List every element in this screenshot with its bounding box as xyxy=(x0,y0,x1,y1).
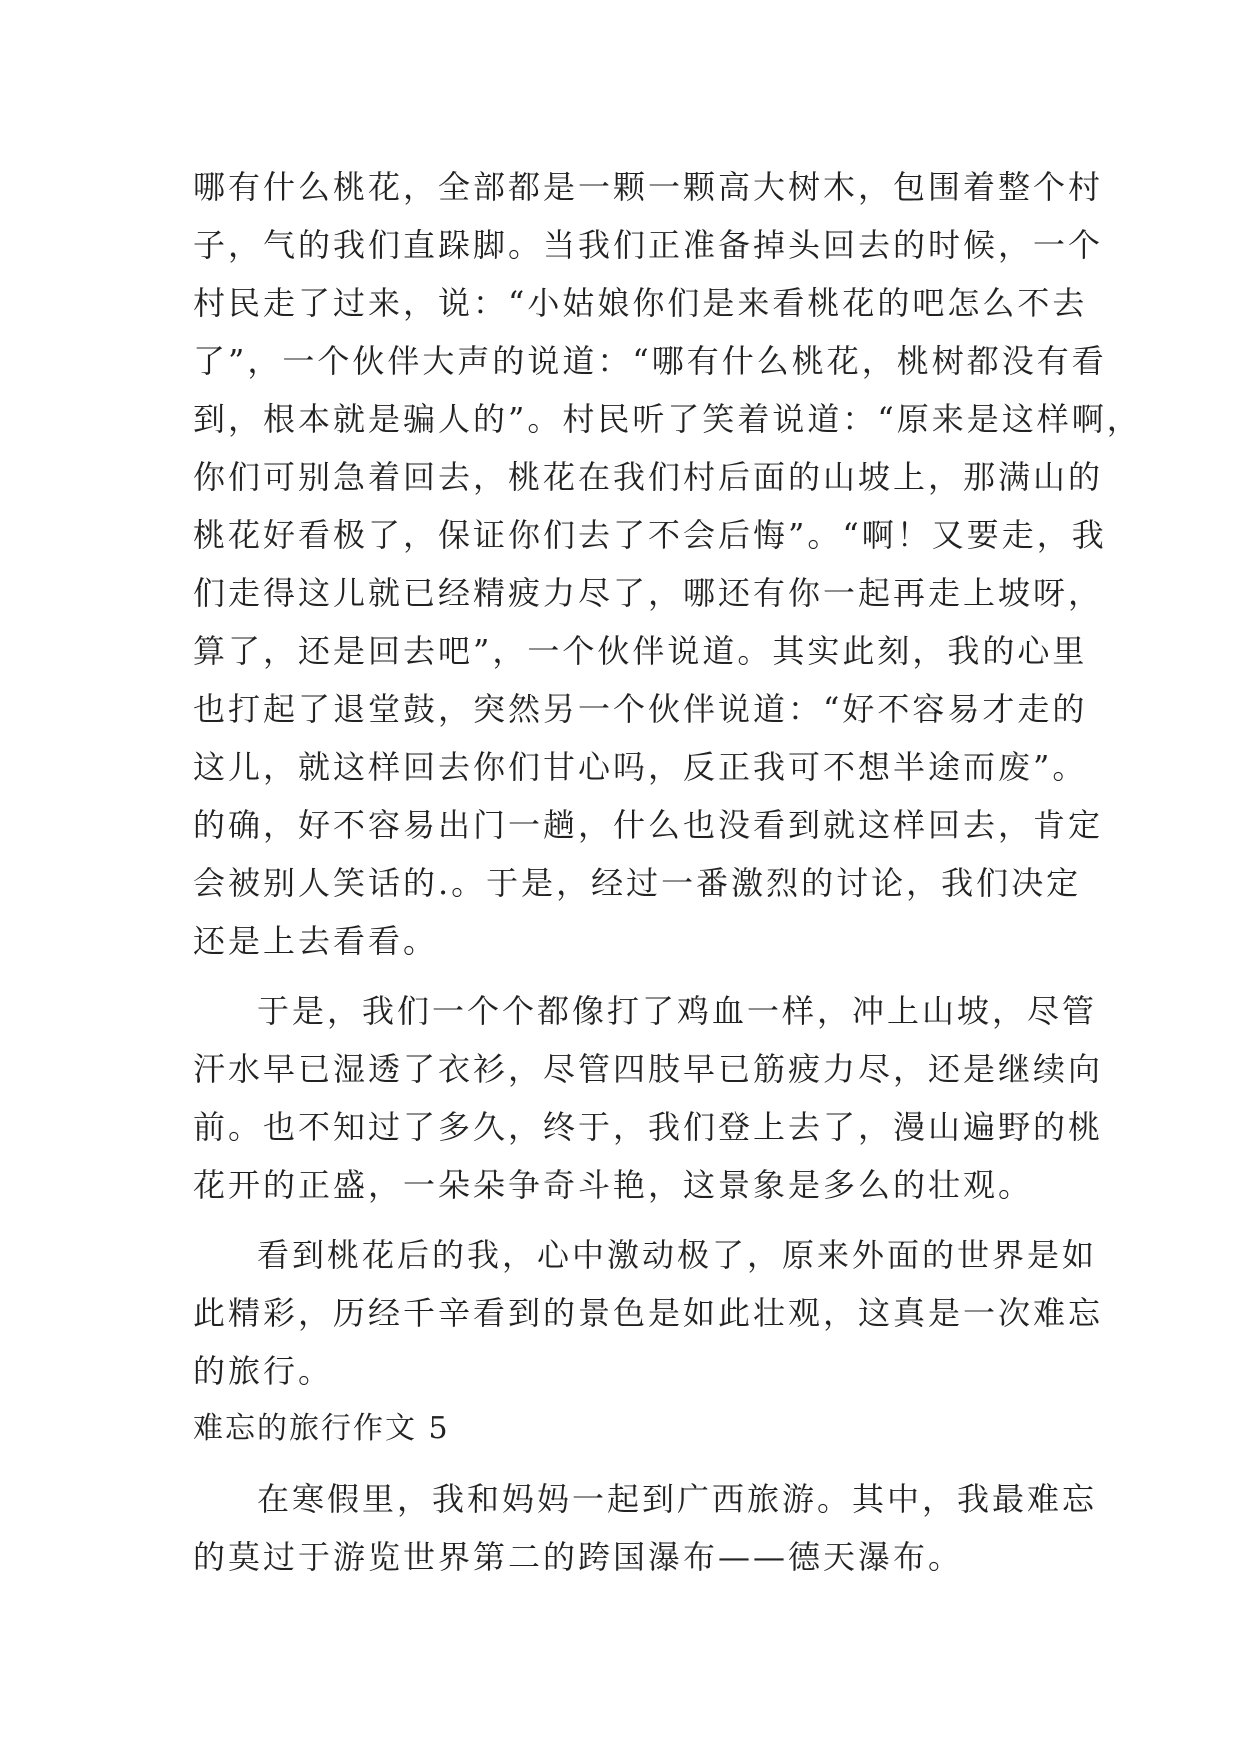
text-line: 哪有什么桃花，全部都是一颗一颗高大树木，包围着整个村 xyxy=(193,168,1104,206)
paragraph-2 xyxy=(193,982,1104,1214)
text-line: 汗水早已湿透了衣衫，尽管四肢早已筋疲力尽，还是继续向 xyxy=(193,1050,1104,1088)
paragraph-1 xyxy=(193,158,1142,970)
text-line: 此精彩，历经千辛看到的景色是如此壮观，这真是一次难忘 xyxy=(193,1294,1104,1332)
document-body xyxy=(193,158,1142,1586)
text-line: 村民走了过来，说：“小姑娘你们是来看桃花的吧怎么不去 xyxy=(193,284,1088,322)
text-line: 前。也不知过了多久，终于，我们登上去了，漫山遍野的桃 xyxy=(193,1108,1104,1146)
paragraph-gap xyxy=(193,1458,1055,1470)
text-line: 的确，好不容易出门一趟，什么也没看到就这样回去，肯定 xyxy=(193,806,1104,844)
text-line: 还是上去看看。 xyxy=(193,922,439,960)
text-line: 们走得这儿就已经精疲力尽了，哪还有你一起再走上坡呀， xyxy=(193,574,1104,612)
text-line: 看到桃花后的我，心中激动极了，原来外面的世界是如 xyxy=(257,1236,1098,1274)
text-line: 子，气的我们直跺脚。当我们正准备掉头回去的时候，一个 xyxy=(193,226,1104,264)
text-line: 算了，还是回去吧”，一个伙伴说道。其实此刻，我的心里 xyxy=(193,632,1088,670)
paragraph-4 xyxy=(193,1470,1098,1586)
text-line: 这儿，就这样回去你们甘心吗，反正我可不想半途而废”。 xyxy=(193,748,1088,786)
text-line: 你们可别急着回去，桃花在我们村后面的山坡上，那满山的 xyxy=(193,458,1104,496)
text-line: 桃花好看极了，保证你们去了不会后悔”。“啊！又要走，我 xyxy=(193,516,1107,554)
text-line: 于是，我们一个个都像打了鸡血一样，冲上山坡，尽管 xyxy=(257,992,1098,1030)
paragraph-gap xyxy=(193,970,1055,982)
text-line: 的莫过于游览世界第二的跨国瀑布——德天瀑布。 xyxy=(193,1538,964,1576)
paragraph-gap xyxy=(193,1214,1055,1226)
text-line: 在寒假里，我和妈妈一起到广西旅游。其中，我最难忘 xyxy=(257,1480,1098,1518)
text-line: 花开的正盛，一朵朵争奇斗艳，这景象是多么的壮观。 xyxy=(193,1166,1034,1204)
text-line: 了”，一个伙伴大声的说道：“哪有什么桃花，桃树都没有看 xyxy=(193,342,1107,380)
text-line: 会被别人笑话的.。于是，经过一番激烈的讨论，我们决定 xyxy=(193,864,1082,902)
text-line: 也打起了退堂鼓，突然另一个伙伴说道：“好不容易才走的 xyxy=(193,690,1088,728)
text-line: 的旅行。 xyxy=(193,1352,334,1390)
section-title: 难忘的旅行作文 5 xyxy=(193,1411,450,1446)
paragraph-3 xyxy=(193,1226,1104,1400)
text-line: 到，根本就是骗人的”。村民听了笑着说道：“原来是这样啊， xyxy=(193,400,1142,438)
